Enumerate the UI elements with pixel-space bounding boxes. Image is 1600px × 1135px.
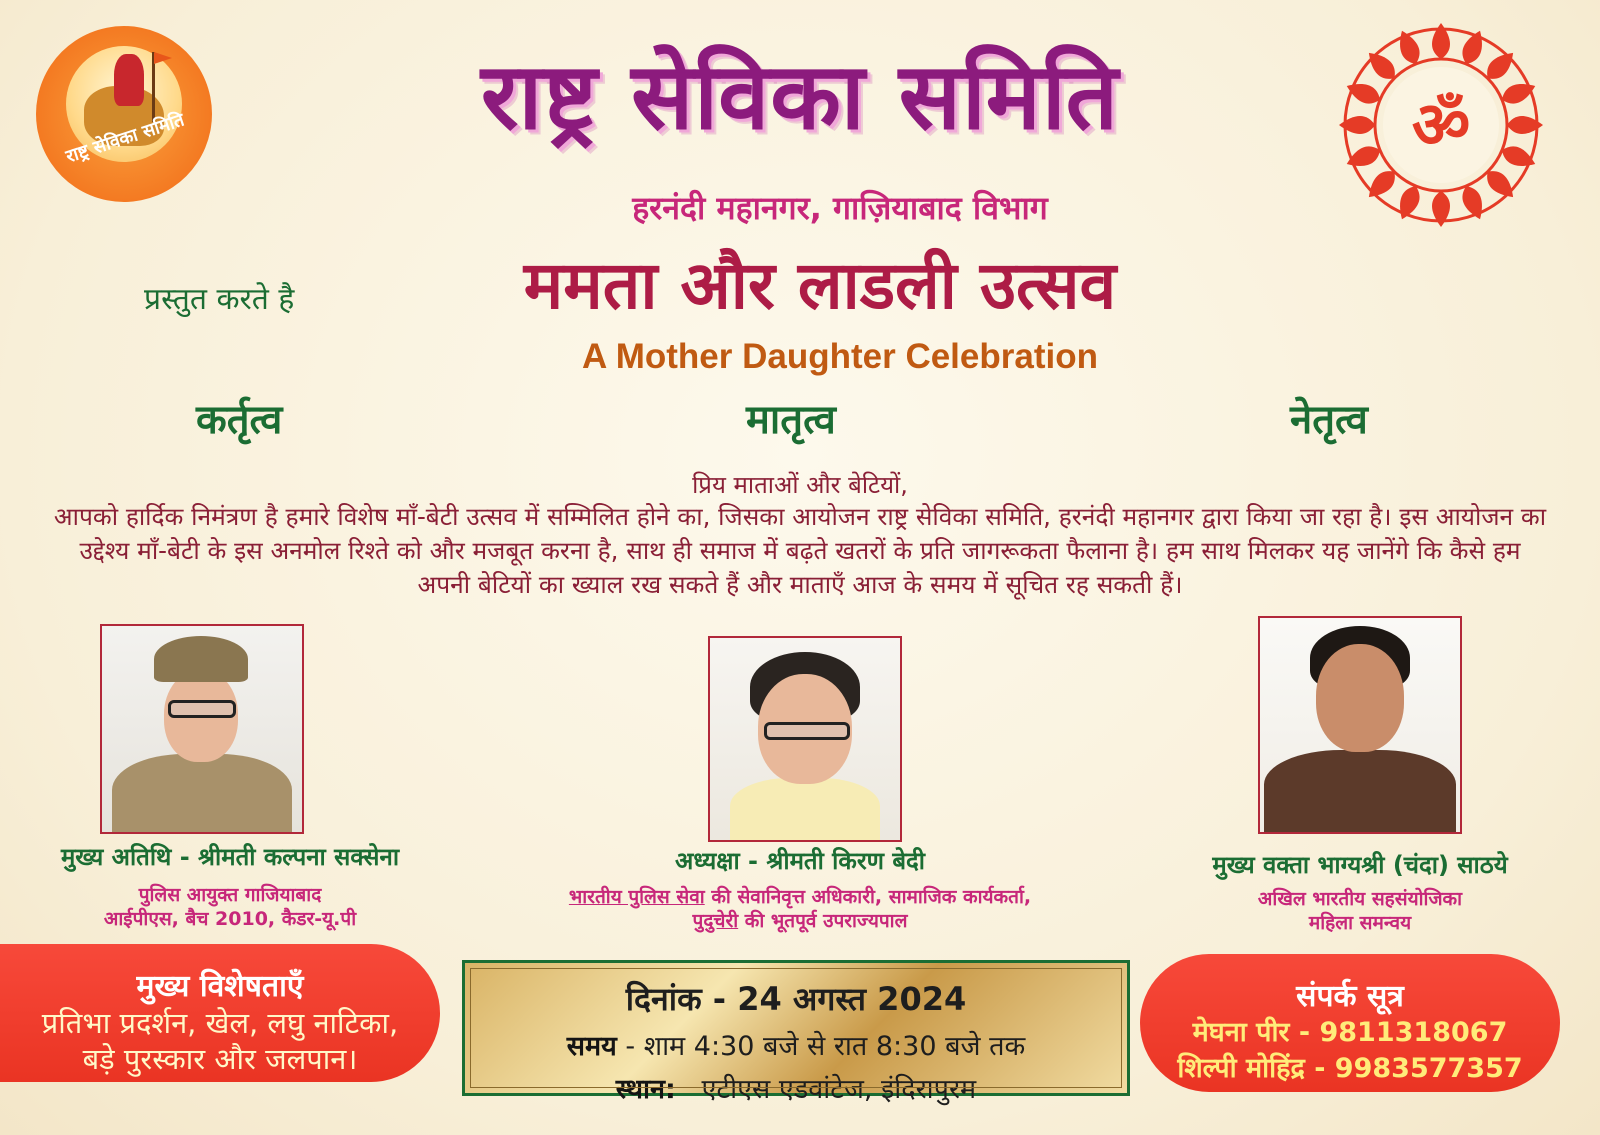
- event-date: दिनांक - 24 अगस्त 2024: [625, 980, 967, 1018]
- guest-3-caption: [1150, 848, 1570, 935]
- guest-photo-3: [1258, 616, 1462, 834]
- event-title: ममता और लाडली उत्सव: [523, 247, 1117, 324]
- om-symbol: ॐ: [1411, 89, 1471, 163]
- guest-3-desc-line1: अखिल भारतीय सहसंयोजिका: [1257, 888, 1463, 910]
- guest-2-desc-link-puducherry: पुदुचेरी: [692, 910, 739, 932]
- virtue-kartritva: कर्तृत्व: [196, 397, 283, 443]
- presents-text: प्रस्तुत करते है: [144, 282, 295, 317]
- police-cap-shape: [154, 636, 248, 682]
- guest-2-desc-line1: [490, 885, 1110, 909]
- venue-label: स्थान:: [615, 1074, 676, 1105]
- invitation-body: आपको हार्दिक निमंत्रण है हमारे विशेष माँ-बेटी उत्सव में सम्मिलित होने का, जिसका आयोजन राष्ट्र सेविका समिति, हरनंदी महानगर द्वारा किया जा रहा है। इस आयोजन का उद्देश्य माँ-बेटी के इस अनमोल रिश्ते को और मजबूत करना है, साथ ही समाज में बढ़ते खतरों के प्रति जागरूकता फैलाना है। हम साथ मिलकर यह जानेंगे कि कैसे हम अपनी बेटियों का ख्याल रख सकते हैं और माताएँ आज के समय में सूचित रह सकती हैं।: [53, 502, 1547, 599]
- highlights-line2: बड़े पुरस्कार और जलपान।: [82, 1042, 358, 1076]
- time-value: - शाम 4:30 बजे से रात 8:30 बजे तक: [616, 1031, 1026, 1062]
- guest-1-caption: [10, 840, 450, 931]
- contact-panel: [1140, 954, 1560, 1092]
- guest-2-desc-line2: [490, 909, 1110, 933]
- guest-3-desc-line2: महिला समन्वय: [1308, 912, 1412, 934]
- virtue-matritva: मातृत्व: [746, 397, 836, 443]
- guest-3-title: मुख्य वक्ता भाग्यश्री (चंदा) साठये: [1212, 851, 1508, 879]
- invitation-greeting: प्रिय माताओं और बेटियों,: [692, 471, 908, 499]
- guest-photo-1: [100, 624, 304, 834]
- contact-heading: संपर्क सूत्र: [1296, 979, 1404, 1014]
- flag-icon: [154, 52, 172, 64]
- guest-1-title: मुख्य अतिथि - श्रीमती कल्पना सक्सेना: [60, 843, 400, 871]
- guest-2-desc-text2: की भूतपूर्व उपराज्यपाल: [738, 910, 908, 932]
- shirt-shape: [730, 778, 880, 842]
- details-inner-border: [470, 968, 1122, 1088]
- event-english-title: A Mother Daughter Celebration: [582, 337, 1098, 376]
- guest-1-desc-line1: पुलिस आयुक्त गाजियाबाद: [138, 884, 322, 906]
- org-title: राष्ट्र सेविका समिति: [480, 43, 1120, 150]
- virtue-netritva: नेतृत्व: [1290, 397, 1368, 443]
- guest-1-desc-line2: आईपीएस, बैच 2010, कैडर-यू.पी: [103, 908, 357, 930]
- guest-2-caption: [490, 844, 1110, 933]
- venue-value: एटीएस एडवांटेज, इंदिरापुरम: [675, 1074, 977, 1105]
- glasses-shape: [168, 700, 236, 718]
- logo-text: राष्ट्र सेविका समिति: [63, 109, 187, 168]
- highlights-heading: मुख्य विशेषताएँ: [136, 969, 304, 1004]
- glasses-shape: [764, 722, 850, 740]
- guest-2-desc-link-ips: भारतीय पुलिस सेवा: [568, 886, 705, 908]
- highlights-line1: प्रतिभा प्रदर्शन, खेल, लघु नाटिका,: [41, 1006, 399, 1040]
- guest-photo-2: [708, 636, 902, 842]
- guest-2-desc-text1: की सेवानिवृत्त अधिकारी, सामाजिक कार्यकर्ता,: [704, 886, 1032, 908]
- event-details-box: [462, 960, 1130, 1105]
- highlights-panel: [0, 944, 440, 1082]
- saree-shape: [1264, 750, 1456, 834]
- contact-line2: शिल्पी मोहिंद्र - 9983577357: [1177, 1053, 1523, 1084]
- time-label: समय: [566, 1031, 617, 1062]
- guest-2-title: अध्यक्षा - श्रीमती किरण बेदी: [674, 847, 926, 875]
- goddess-icon: [114, 54, 144, 106]
- om-mandala-icon: [1336, 20, 1546, 230]
- org-subtitle: हरनंदी महानगर, गाज़ियाबाद विभाग: [632, 189, 1048, 227]
- face-shape: [1316, 644, 1404, 752]
- uniform-shape: [112, 754, 292, 834]
- contact-line1: मेघना पीर - 9811318067: [1192, 1017, 1508, 1048]
